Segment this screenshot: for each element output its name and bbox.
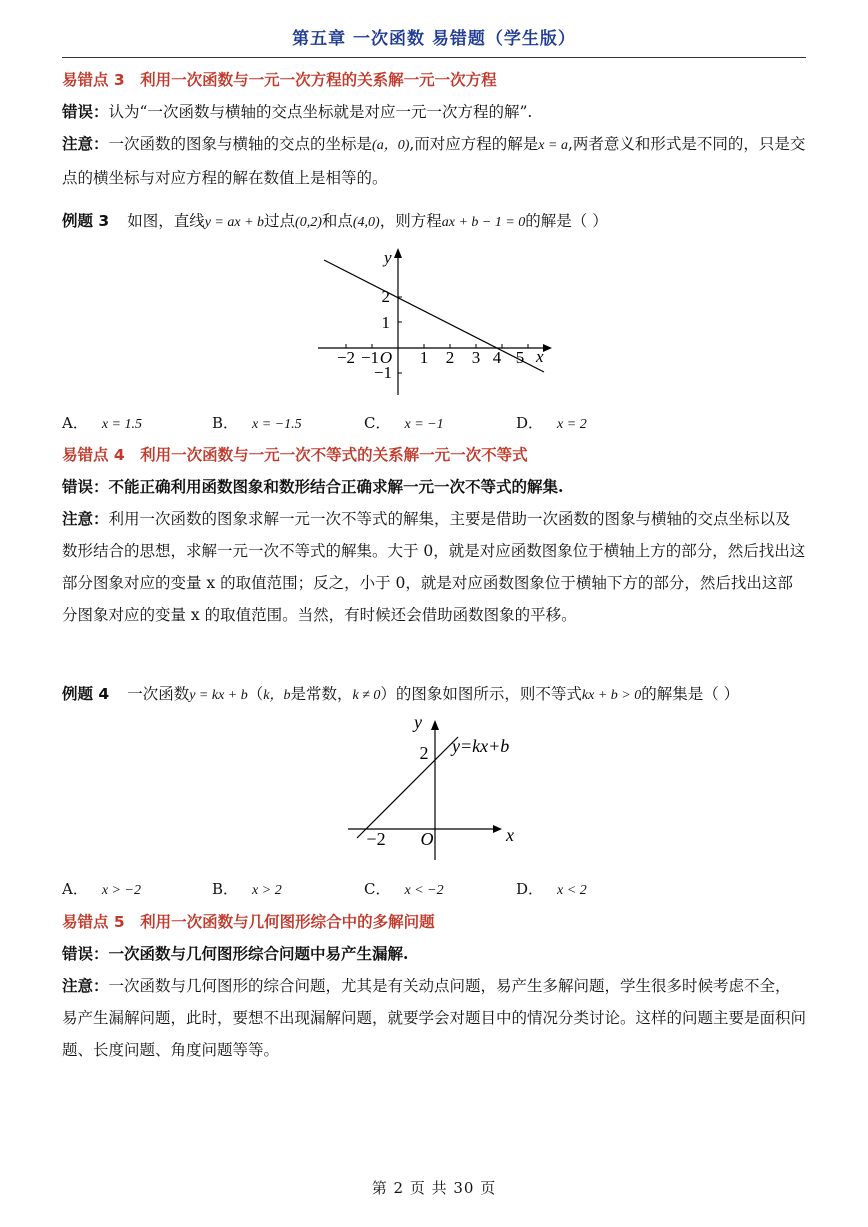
option-text: x = 1.5 — [101, 417, 143, 432]
q-line-equation: y = kx + b — [189, 688, 248, 703]
option-c[interactable] — [364, 412, 444, 433]
example-4-label: 例题 4 — [62, 685, 110, 703]
error-text: 一次函数与几何图形综合问题中易产生漏解. — [108, 944, 409, 963]
note-text: 利用一次函数的图象求解一元一次不等式的解集，主要是借助一次函数的图象与横轴的交点坐标以及数形结合的思想，求解一元一次不等式的解集。大于 0，就是对应函数图象位于横轴上方的部分，然后找出这部分图象对应的变量 x 的取值范围；反之，小于 0，就是对应函数图象位于横轴下方的部分，然后找出这部分图象对应的变量 x 的取值范围。当然，有时候还会借助函数图象的平移。 — [62, 510, 806, 624]
note-text-c: ,两者意义和形式是不同的，只是交点的横坐标与对应方程的解在数值上是相等的。 — [62, 135, 806, 187]
note-point: (a，0) — [372, 138, 410, 153]
option-text: x < 2 — [557, 883, 587, 898]
option-text: x = −1.5 — [252, 417, 302, 432]
origin-label: O — [420, 829, 434, 849]
page-footer: 第 2 页 共 30 页 — [371, 1179, 497, 1197]
example-3-graph — [300, 240, 570, 400]
x-tick-label: −2 — [366, 829, 386, 849]
option-b[interactable] — [212, 412, 302, 433]
q-point-2: (4,0) — [352, 215, 380, 230]
option-text: x > −2 — [101, 883, 141, 898]
line-y-ax-b — [324, 260, 544, 372]
q-condition: k ≠ 0 — [352, 688, 381, 703]
x-tick-label: 5 — [515, 348, 525, 367]
y-tick-marks — [398, 297, 402, 373]
option-c[interactable] — [364, 878, 444, 899]
x-tick-label: 1 — [419, 348, 429, 367]
y-tick-label: 1 — [381, 313, 390, 332]
q-inequality: kx + b > 0 — [581, 688, 642, 703]
section-5-title: 易错点 5 利用一次函数与几何图形综合中的多解问题 — [62, 913, 435, 931]
option-text: x < −2 — [404, 883, 444, 898]
option-text: x = −1 — [404, 417, 444, 432]
y-axis-arrow — [431, 720, 439, 730]
q-text: 如图，直线 — [127, 212, 205, 230]
q-text: （ — [247, 685, 264, 703]
note-label: 注意： — [62, 135, 109, 153]
x-tick-label: 4 — [492, 348, 502, 367]
y-axis-arrow — [394, 248, 402, 258]
option-letter: A． — [62, 414, 88, 432]
note-label: 注意： — [62, 977, 109, 995]
option-text: x > 2 — [252, 883, 282, 898]
section-4 — [62, 439, 806, 631]
x-tick-label: 3 — [471, 348, 481, 367]
option-a[interactable] — [62, 878, 141, 899]
q-text: 是常数， — [290, 685, 353, 703]
x-axis-arrow — [493, 825, 502, 833]
option-letter: A． — [62, 880, 88, 898]
section-3-title: 易错点 3 利用一次函数与一元一次方程的关系解一元一次方程 — [62, 71, 497, 89]
x-tick-label: 2 — [445, 348, 455, 367]
option-text: x = 2 — [557, 417, 587, 432]
x-axis-label: x — [506, 825, 514, 845]
q-text: ）的图象如图所示，则不等式 — [380, 685, 582, 703]
section-5-note — [62, 970, 806, 1066]
q-text: 的解是（ ） — [525, 212, 608, 230]
x-tick-label: −1 — [360, 348, 380, 367]
section-4-note — [62, 503, 806, 631]
error-text: 认为“一次函数与横轴的交点坐标就是对应一元一次方程的解”. — [108, 103, 533, 121]
q-line-equation: y = ax + b — [204, 215, 265, 230]
y-tick-label: −1 — [373, 363, 392, 382]
note-equation: x = a — [538, 138, 568, 153]
section-3-error — [62, 96, 806, 128]
y-tick-label: 2 — [381, 287, 390, 306]
error-label: 错误： — [62, 103, 109, 121]
q-text: 一次函数 — [127, 685, 190, 703]
y-axis-label: y — [384, 248, 392, 267]
note-text-a: 一次函数的图象与横轴的交点的坐标是 — [108, 135, 373, 153]
section-5-error — [62, 938, 806, 970]
section-3 — [62, 64, 806, 194]
q-text: 过点 — [264, 212, 296, 230]
q-point-1: (0,2) — [295, 215, 322, 230]
header-rule — [62, 57, 806, 58]
section-4-title: 易错点 4 利用一次函数与一元一次不等式的关系解一元一次不等式 — [62, 446, 528, 464]
option-letter: D． — [516, 414, 544, 432]
q-constants: k，b — [263, 688, 291, 703]
option-letter: D． — [516, 880, 544, 898]
section-5 — [62, 906, 806, 1066]
example-3-label: 例题 3 — [62, 212, 110, 230]
x-tick-label: −2 — [336, 348, 356, 367]
error-label: 错误： — [62, 478, 109, 496]
y-tick-label: 2 — [419, 743, 429, 763]
line-label: y=kx+b — [452, 736, 510, 756]
error-label: 错误： — [62, 945, 109, 963]
note-text: 一次函数与几何图形的综合问题，尤其是有关动点问题，易产生多解问题，学生很多时候考虑不全，易产生漏解问题，此时，要想不出现漏解问题，就要学会对题目中的情况分类讨论。这样的问题主要是面积问题、长度问题、角度问题等等。 — [62, 977, 807, 1059]
q-equation: ax + b − 1 = 0 — [441, 215, 526, 230]
section-3-note — [62, 128, 806, 194]
origin-label: O — [379, 348, 393, 367]
note-label: 注意： — [62, 510, 109, 528]
x-axis-label: x — [536, 347, 544, 366]
error-text: 不能正确利用函数图象和数形结合正确求解一元一次不等式的解集. — [108, 477, 564, 496]
y-axis-label: y — [414, 712, 422, 732]
q-text: ，则方程 — [379, 212, 442, 230]
option-letter: B． — [212, 880, 239, 898]
line-y-kx-b — [357, 737, 458, 838]
section-4-error — [62, 471, 806, 503]
option-letter: B． — [212, 414, 239, 432]
example-3-question — [62, 205, 806, 239]
q-text: 和点 — [321, 212, 353, 230]
example-4-graph — [340, 710, 540, 870]
option-d[interactable] — [516, 412, 587, 433]
note-text-b: ,而对应方程的解是 — [409, 135, 539, 153]
option-letter: C． — [364, 414, 391, 432]
option-a[interactable] — [62, 412, 142, 433]
example-4-question — [62, 678, 806, 712]
option-d[interactable] — [516, 878, 587, 899]
option-letter: C． — [364, 880, 391, 898]
page-header: 第五章 一次函数 易错题（学生版） — [292, 29, 576, 49]
q-text: 的解集是（ ） — [641, 685, 740, 703]
option-b[interactable] — [212, 878, 282, 899]
x-axis-arrow — [543, 344, 552, 352]
